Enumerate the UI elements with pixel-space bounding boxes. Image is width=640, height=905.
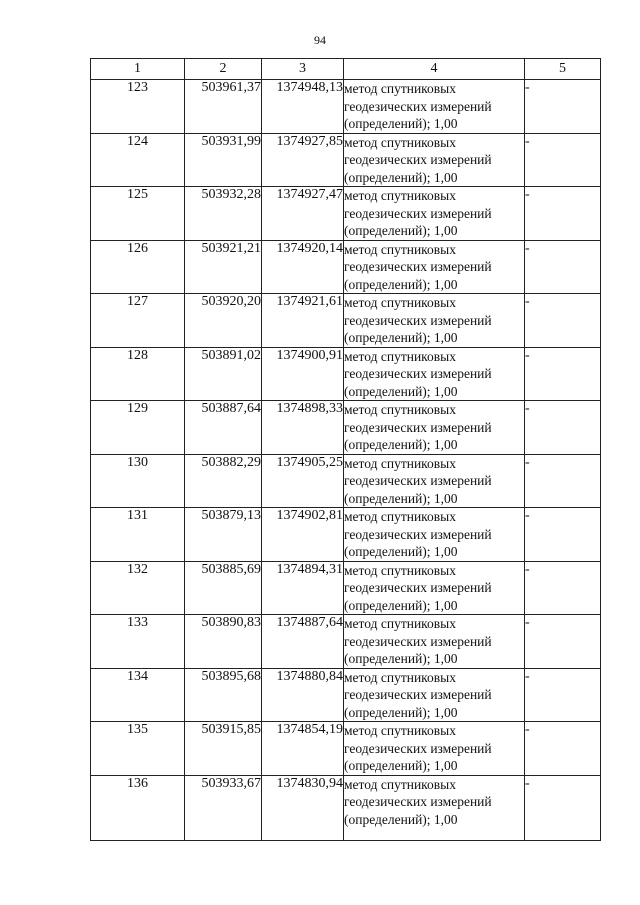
table-row xyxy=(91,80,601,134)
header-col-2: 2 xyxy=(185,59,262,80)
method-line: геодезических измерений xyxy=(344,473,492,488)
description-cell: - xyxy=(525,240,601,294)
method-line: (определений); 1,00 xyxy=(344,330,458,345)
coordinates-table xyxy=(90,58,601,841)
method-line: (определений); 1,00 xyxy=(344,169,458,185)
method-line: метод спутниковых xyxy=(344,669,456,685)
y-coordinate-cell: 1374887,64 xyxy=(262,615,344,669)
method-cell xyxy=(344,133,525,187)
method-cell xyxy=(344,508,525,562)
method-line: геодезических измерений xyxy=(344,419,492,435)
method-line: метод спутниковых xyxy=(344,509,456,524)
method-cell xyxy=(344,615,525,669)
header-row xyxy=(91,59,601,80)
method-line: геодезических измерений xyxy=(344,152,492,167)
method-line: геодезических измерений xyxy=(344,740,492,756)
point-number-cell: 133 xyxy=(91,615,185,669)
method-line: (определений); 1,00 xyxy=(344,383,458,399)
method-line: метод спутниковых xyxy=(344,134,456,150)
header-col-4: 4 xyxy=(344,59,525,80)
y-coordinate-cell: 1374927,85 xyxy=(262,133,344,187)
point-number-cell: 131 xyxy=(91,508,185,562)
method-line: (определений); 1,00 xyxy=(344,116,458,131)
method-line: геодезических измерений xyxy=(344,687,492,702)
method-line: метод спутниковых xyxy=(344,295,456,310)
x-coordinate-cell: 503885,69 xyxy=(185,561,262,615)
description-cell: - xyxy=(525,508,601,562)
method-cell xyxy=(344,401,525,455)
method-line: геодезических измерений xyxy=(344,259,492,274)
method-line: геодезических измерений xyxy=(344,205,492,221)
method-cell xyxy=(344,561,525,615)
header-col-5: 5 xyxy=(525,59,601,80)
x-coordinate-cell: 503921,21 xyxy=(185,240,262,294)
y-coordinate-cell: 1374905,25 xyxy=(262,454,344,508)
y-coordinate-cell: 1374900,91 xyxy=(262,347,344,401)
point-number-cell: 128 xyxy=(91,347,185,401)
point-number-cell: 134 xyxy=(91,668,185,722)
table-header xyxy=(91,59,601,80)
method-cell xyxy=(344,454,525,508)
description-cell: - xyxy=(525,294,601,348)
method-cell xyxy=(344,80,525,134)
method-line: (определений); 1,00 xyxy=(344,223,458,238)
header-col-1: 1 xyxy=(91,59,185,80)
method-line: метод спутниковых xyxy=(344,455,456,471)
y-coordinate-cell: 1374948,13 xyxy=(262,80,344,134)
description-cell: - xyxy=(525,722,601,776)
table-row xyxy=(91,401,601,455)
method-line: геодезических измерений xyxy=(344,366,492,381)
point-number-cell: 124 xyxy=(91,133,185,187)
table-body xyxy=(91,80,601,841)
method-line: метод спутниковых xyxy=(344,402,456,417)
method-line: геодезических измерений xyxy=(344,580,492,595)
method-line: метод спутниковых xyxy=(344,723,456,738)
point-number-cell: 130 xyxy=(91,454,185,508)
table-row xyxy=(91,133,601,187)
y-coordinate-cell: 1374902,81 xyxy=(262,508,344,562)
method-line: (определений); 1,00 xyxy=(344,758,458,773)
x-coordinate-cell: 503915,85 xyxy=(185,722,262,776)
description-cell: - xyxy=(525,80,601,134)
method-line: (определений); 1,00 xyxy=(344,811,458,827)
y-coordinate-cell: 1374894,31 xyxy=(262,561,344,615)
y-coordinate-cell: 1374830,94 xyxy=(262,775,344,840)
description-cell: - xyxy=(525,187,601,241)
table-row xyxy=(91,668,601,722)
x-coordinate-cell: 503891,02 xyxy=(185,347,262,401)
x-coordinate-cell: 503895,68 xyxy=(185,668,262,722)
method-line: геодезических измерений xyxy=(344,526,492,542)
x-coordinate-cell: 503890,83 xyxy=(185,615,262,669)
method-cell xyxy=(344,775,525,840)
method-line: (определений); 1,00 xyxy=(344,651,458,666)
x-coordinate-cell: 503879,13 xyxy=(185,508,262,562)
description-cell: - xyxy=(525,668,601,722)
y-coordinate-cell: 1374927,47 xyxy=(262,187,344,241)
table-row xyxy=(91,775,601,840)
point-number-cell: 127 xyxy=(91,294,185,348)
method-line: геодезических измерений xyxy=(344,633,492,649)
table-row xyxy=(91,508,601,562)
y-coordinate-cell: 1374854,19 xyxy=(262,722,344,776)
header-col-3: 3 xyxy=(262,59,344,80)
description-cell: - xyxy=(525,561,601,615)
method-line: метод спутниковых xyxy=(344,241,456,257)
method-line: метод спутниковых xyxy=(344,188,456,203)
point-number-cell: 129 xyxy=(91,401,185,455)
table-row xyxy=(91,454,601,508)
method-cell xyxy=(344,294,525,348)
description-cell: - xyxy=(525,133,601,187)
point-number-cell: 132 xyxy=(91,561,185,615)
table-row xyxy=(91,347,601,401)
point-number-cell: 123 xyxy=(91,80,185,134)
method-line: метод спутниковых xyxy=(344,348,456,364)
method-cell xyxy=(344,240,525,294)
point-number-cell: 135 xyxy=(91,722,185,776)
page-number: 94 xyxy=(314,33,326,47)
method-cell xyxy=(344,668,525,722)
method-line: метод спутниковых xyxy=(344,81,456,96)
y-coordinate-cell: 1374898,33 xyxy=(262,401,344,455)
x-coordinate-cell: 503931,99 xyxy=(185,133,262,187)
method-line: (определений); 1,00 xyxy=(344,490,458,506)
table-row xyxy=(91,240,601,294)
y-coordinate-cell: 1374921,61 xyxy=(262,294,344,348)
method-line: (определений); 1,00 xyxy=(344,704,458,720)
description-cell: - xyxy=(525,615,601,669)
method-cell xyxy=(344,347,525,401)
x-coordinate-cell: 503961,37 xyxy=(185,80,262,134)
description-cell: - xyxy=(525,454,601,508)
point-number-cell: 126 xyxy=(91,240,185,294)
table-row xyxy=(91,187,601,241)
description-cell: - xyxy=(525,347,601,401)
method-cell xyxy=(344,187,525,241)
y-coordinate-cell: 1374920,14 xyxy=(262,240,344,294)
table-row xyxy=(91,722,601,776)
x-coordinate-cell: 503932,28 xyxy=(185,187,262,241)
table-row xyxy=(91,615,601,669)
method-line: (определений); 1,00 xyxy=(344,544,458,559)
x-coordinate-cell: 503933,67 xyxy=(185,775,262,840)
point-number-cell: 125 xyxy=(91,187,185,241)
method-line: (определений); 1,00 xyxy=(344,276,458,292)
point-number-cell: 136 xyxy=(91,775,185,840)
method-line: (определений); 1,00 xyxy=(344,597,458,613)
method-cell xyxy=(344,722,525,776)
x-coordinate-cell: 503887,64 xyxy=(185,401,262,455)
method-line: геодезических измерений xyxy=(344,98,492,114)
method-line: геодезических измерений xyxy=(344,794,492,809)
method-line: (определений); 1,00 xyxy=(344,437,458,452)
method-line: метод спутниковых xyxy=(344,776,456,792)
method-line: геодезических измерений xyxy=(344,312,492,328)
method-line: метод спутниковых xyxy=(344,562,456,578)
description-cell: - xyxy=(525,775,601,840)
x-coordinate-cell: 503882,29 xyxy=(185,454,262,508)
table-row xyxy=(91,561,601,615)
y-coordinate-cell: 1374880,84 xyxy=(262,668,344,722)
method-line: метод спутниковых xyxy=(344,616,456,631)
table-row xyxy=(91,294,601,348)
description-cell: - xyxy=(525,401,601,455)
x-coordinate-cell: 503920,20 xyxy=(185,294,262,348)
